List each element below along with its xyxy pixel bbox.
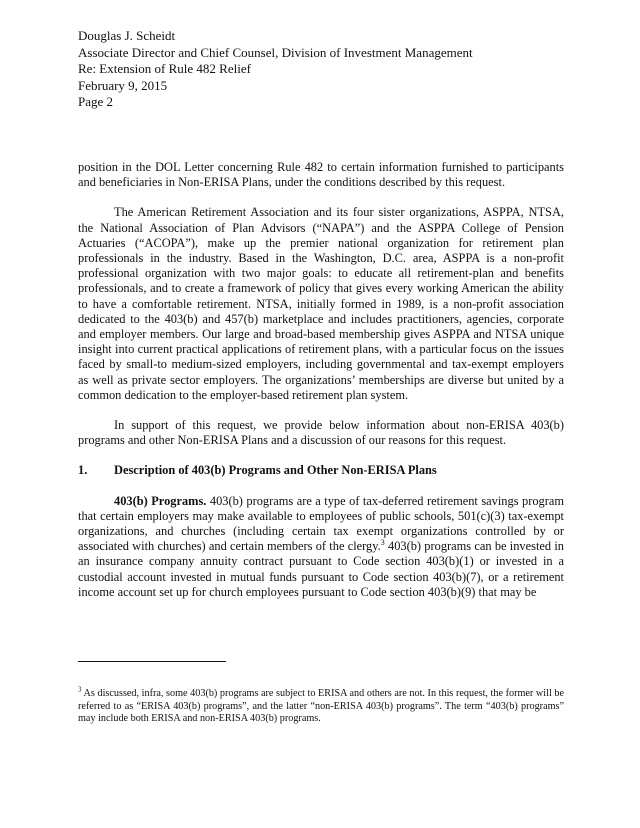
runin-heading: 403(b) Programs. — [114, 493, 207, 508]
footnote-separator — [78, 661, 226, 662]
paragraph-organizations: The American Retirement Association and its four sister organizations, ASPPA, NTSA, the National Association of Plan Advisors (“NAPA”) and the ASPPA College of Pension Actuaries (“ACOPA”), make up the premier national organization for retirement plan professionals in the industry. Based in the Washington, D.C. area, ASPPA is a non-profit professional organization with two major goals: to educate all retirement-plan and benefits professionals, and to create a framework of policy that gives every working American the ability to have a comfortable retirement. NTSA, initially formed in 1989, is a non-profit association dedicated to the 403(b) and 457(b) marketplace and includes practitioners, agencies, corporate and employer members. Our large and broad-based membership gives ASPPA and NTSA unique insight into current practical applications of retirement plans, with a particular focus on the issues faced by small-to medium-sized employers, including governmental and tax-exempt employers as well as private sector employers. The organizations’ memberships are diverse but united by a common dedication to the employer-based retirement plan system. — [78, 205, 564, 402]
paragraph-request-support: In support of this request, we provide below information about non-ERISA 403(b) programs and other Non-ERISA Plans and a discussion of our reasons for this request. — [78, 418, 564, 448]
footnote-reference: 3 — [380, 538, 385, 548]
paragraph-403b-programs — [78, 494, 564, 600]
header-page-number: Page 2 — [78, 94, 114, 109]
paragraph-continuation: position in the DOL Letter concerning Rule 482 to certain information furnished to participants and beneficiaries in Non-ERISA Plans, under the conditions described by this request. — [78, 160, 564, 190]
header-recipient-name: Douglas J. Scheidt — [78, 28, 176, 43]
letter-header — [78, 28, 473, 111]
paragraph-text-part1: 403(b) programs are a type of tax-deferred retirement savings program that certain employers may make available to employees of public schools, 501(c)(3) tax-exempt organizations, and churches (including certain tax exempt organizations controlled by or associated with churches) and certain members of the clergy. — [78, 493, 564, 554]
header-date: February 9, 2015 — [78, 77, 168, 93]
footnote-text: As discussed, infra, some 403(b) programs are subject to ERISA and others are not. In this request, the former will be referred to as “ERISA 403(b) programs”, and the latter “non-ERISA 403(b) programs”. The term “403(b) programs” may include both ERISA and non-ERISA 403(b) programs. — [78, 688, 564, 725]
section-title: Description of 403(b) Programs and Other Non-ERISA Plans — [114, 463, 437, 478]
header-recipient-title: Associate Director and Chief Counsel, Division of Investment Management — [78, 44, 473, 60]
footnote-marker: 3 — [78, 685, 82, 694]
section-heading — [78, 463, 564, 478]
header-subject-line: Re: Extension of Rule 482 Relief — [78, 61, 251, 76]
section-number: 1. — [78, 463, 88, 478]
letter-body — [78, 160, 564, 615]
footnote — [78, 685, 564, 726]
paragraph-text-part2: 403(b) programs can be invested in an insurance company annuity contract pursuant to Code section 403(b)(1) or invested in a custodial account invested in mutual funds pursuant to Code section 403(b)(7), or a retirement income account set up for church employees pursuant to Code section 403(b)(9) that may be — [78, 539, 564, 599]
